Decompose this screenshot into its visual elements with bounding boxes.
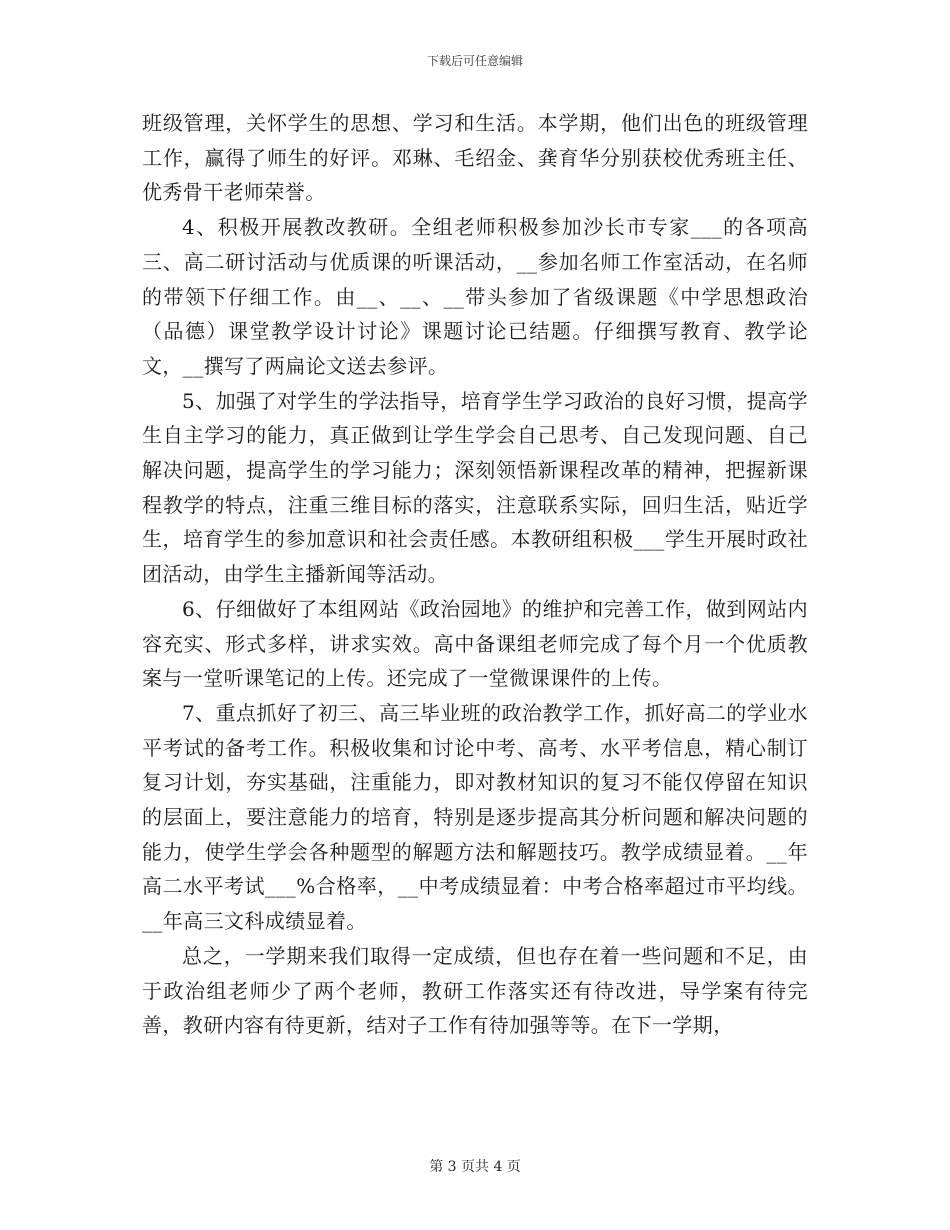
paragraph-item-4: 4、积极开展教改教研。全组老师积极参加沙长市专家___的各项高三、高二研讨活动与优质课的听课活动，__参加名师工作室活动，在名师的带领下仔细工作。由__、__、__带头参加了省级课题《中学思想政治（品德）课堂教学设计讨论》课题讨论已结题。仔细撰写教育、教学论文，__撰写了两扁论文送去参评。: [142, 215, 808, 378]
paragraph-item-5: 5、加强了对学生的学法指导，培育学生学习政治的良好习惯，提高学生自主学习的能力，真正做到让学生学会自己思考、自己发现问题、自己解决问题，提高学生的学习能力；深刻领悟新课程改革的精神，把握新课程教学的特点，注重三维目标的落实，注意联系实际，回归生活，贴近学生，培育学生的参加意识和社会责任感。本教研组积极___学生开展时政社团活动，由学生主播新闻等活动。: [142, 388, 808, 587]
paragraph-summary: 总之，一学期来我们取得一定成绩，但也存在着一些问题和不足，由于政治组老师少了两个老师，教研工作落实还有待改进，导学案有待完善，教研内容有待更新，结对子工作有待加强等等。在下一学期，: [142, 943, 808, 1038]
paragraph-item-6: 6、仔细做好了本组网站《政治园地》的维护和完善工作，做到网站内容充实、形式多样，讲求实效。高中备课组老师完成了每个月一个优质教案与一堂听课笔记的上传。还完成了一堂微课课件的上传。: [142, 596, 808, 691]
paragraph-item-7: 7、重点抓好了初三、高三毕业班的政治教学工作，抓好高二的学业水平考试的备考工作。积极收集和讨论中考、高考、水平考信息，精心制订复习计划，夯实基础，注重能力，即对教材知识的复习不能仅停留在知识的层面上，要注意能力的培育，特别是逐步提高其分析问题和解决问题的能力，使学生学会各种题型的解题方法和解题技巧。教学成绩显着。__年高二水平考试___%合格率，__中考成绩显着：中考合格率超过市平均线。__年高三文科成绩显着。: [142, 700, 808, 934]
paragraph-class-management: 班级管理，关怀学生的思想、学习和生活。本学期，他们出色的班级管理工作，赢得了师生的好评。邓琳、毛绍金、龚育华分别获校优秀班主任、优秀骨干老师荣誉。: [142, 111, 808, 205]
document-body: [142, 106, 808, 1043]
page-header: 下载后可任意编辑: [426, 54, 523, 68]
page-number: 第 3 页共 4 页: [429, 1159, 521, 1175]
